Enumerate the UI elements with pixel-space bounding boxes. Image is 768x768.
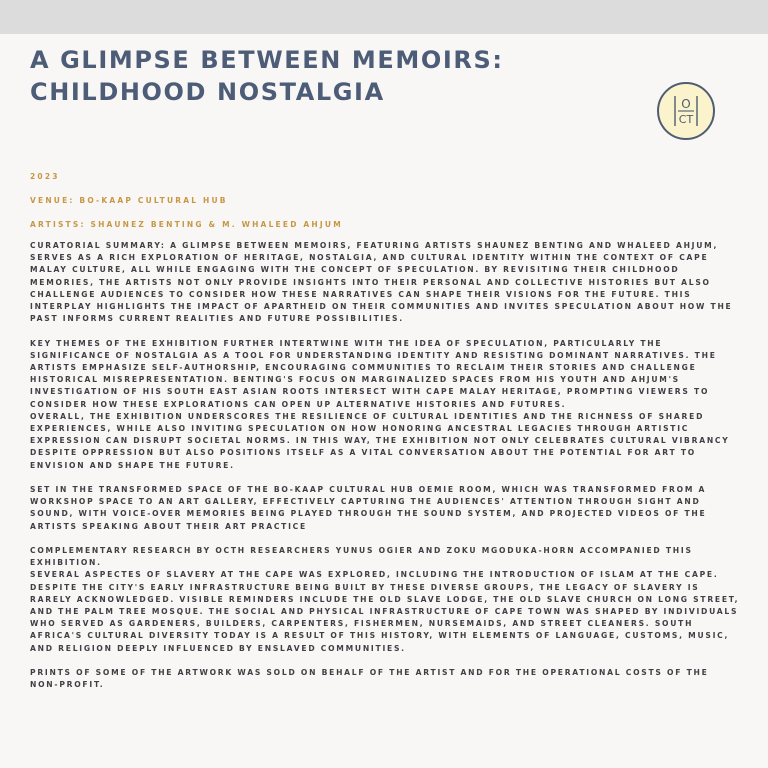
curatorial-summary: CURATORIAL SUMMARY: A GLIMPSE BETWEEN MEMOIRS, FEATURING ARTISTS SHAUNEZ BENTING AND WHALEED AHJUM, SERVES AS A RICH EXPLORATION OF HERITAGE, NOSTALGIA, AND CULTURAL IDENTITY WITHIN THE CONTEXT OF CAPE MALAY CULTURE, ALL WHILE ENGAGING WITH THE CONCEPT OF SPECULATION. BY REVISITING THEIR CHILDHOOD MEMORIES, THE ARTISTS NOT ONLY PROVIDE INSIGHTS INTO THEIR PERSONAL AND COLLECTIVE HISTORIES BUT ALSO CHALLENGE AUDIENCES TO CONSIDER HOW THESE NARRATIVES CAN SHAPE THEIR VISIONS FOR THE FUTURE. THIS INTERPLAY HIGHLIGHTS THE IMPACT OF APARTHEID ON THEIR COMMUNITIES AND INVITES SPECULATION ABOUT HOW THE PAST INFORMS CURRENT REALITIES AND FUTURE POSSIBILITIES.: [30, 241, 733, 324]
overall-paragraph: OVERALL, THE EXHIBITION UNDERSCORES THE RESILIENCE OF CULTURAL IDENTITIES AND THE RICHNESS OF SHARED EXPERIENCES, WHILE ALSO INVITING SPECULATION ON HOW HONORING ANCESTRAL LEGACIES THROUGH ARTISTIC EXPRESSION CAN DISRUPT SOCIETAL NORMS. IN THIS WAY, THE EXHIBITION NOT ONLY CELEBRATES CULTURAL VIBRANCY DESPITE OPPRESSION BUT ALSO POSITIONS ITSELF AS A VITAL CONVERSATION ABOUT THE POTENTIAL FOR ART TO ENVISION AND SHAPE THE FUTURE.: [30, 411, 730, 470]
logo-letters-bottom: CT: [678, 113, 694, 126]
logo-letters-top: O: [681, 97, 691, 111]
slavery-paragraph: SEVERAL ASPECTES OF SLAVERY AT THE CAPE WAS EXPLORED, INCLUDING THE INTRODUCTION OF ISLAM AT THE CAPE. DESPITE THE CITY'S EARLY INFRASTRUCTURE BEING BUILT BY THESE DIVERSE GROUPS, THE LEGACY OF SLAVERY IS RARELY ACKNOWLEDGED. VISIBLE REMINDERS INCLUDE THE OLD SLAVE LODGE, THE OLD SLAVE CHURCH ON LONG STREET, AND THE PALM TREE MOSQUE. THE SOCIAL AND PHYSICAL INFRASTRUCTURE OF CAPE TOWN WAS SHAPED BY INDIVIDUALS WHO SERVED AS GARDENERS, BUILDERS, CARPENTERS, FISHERMEN, NURSEMAIDS, AND STREET CLEANERS. SOUTH AFRICA'S CULTURAL DIVERSITY TODAY IS A RESULT OF THIS HISTORY, WITH ELEMENTS OF LANGUAGE, CUSTOMS, MUSIC, AND RELIGION DEEPLY INFLUENCED BY ENSLAVED COMMUNITIES.: [30, 570, 740, 653]
body-text: [30, 240, 740, 704]
key-themes: KEY THEMES OF THE EXHIBITION FURTHER INTERTWINE WITH THE IDEA OF SPECULATION, PARTICULARLY THE SIGNIFICANCE OF NOSTALGIA AS A TOOL FOR UNDERSTANDING IDENTITY AND RESISTING DOMINANT NARRATIVES. THE ARTISTS EMPHASIZE SELF-AUTHORSHIP, ENCOURAGING COMMUNITIES TO RECLAIM THEIR STORIES AND CHALLENGE HISTORICAL MISREPRESENTATION. BENTING'S FOCUS ON MARGINALIZED SPACES FROM HIS YOUTH AND AHJUM'S INVESTIGATION OF HIS SOUTH EAST ASIAN ROOTS INTERSECT WITH CAPE MALAY HERITAGE, PROMPTING VIEWERS TO CONSIDER HOW THESE EXPLORATIONS CAN OPEN UP ALTERNATIVE HISTORIES AND FUTURES.: [30, 338, 717, 409]
octh-logo: [657, 82, 715, 140]
setting-paragraph: SET IN THE TRANSFORMED SPACE OF THE BO-KAAP CULTURAL HUB OEMIE ROOM, WHICH WAS TRANSFORMED FROM A WORKSHOP SPACE TO AN ART GALLERY, EFFECTIVELY CAPTURING THE AUDIENCES' ATTENTION THROUGH SIGHT AND SOUND, WITH VOICE-OVER MEMORIES BEING PLAYED THROUGH THE SOUND SYSTEM, AND PROJECTED VIDEOS OF THE ARTISTS SPEAKING ABOUT THEIR ART PRACTICE: [30, 485, 707, 531]
page-title: [30, 44, 590, 108]
prints-paragraph: PRINTS OF SOME OF THE ARTWORK WAS SOLD ON BEHALF OF THE ARTIST AND FOR THE OPERATIONAL COSTS OF THE NON-PROFIT.: [30, 668, 709, 690]
exhibition-artists: ARTISTS: SHAUNEZ BENTING & M. WHALEED AHJUM: [30, 220, 343, 229]
research-paragraph: COMPLEMENTARY RESEARCH BY OCTH RESEARCHERS YUNUS OGIER AND ZOKU MGODUKA-HORN ACCOMPANIED THIS EXHIBITION.: [30, 546, 693, 568]
octh-logo-icon: [659, 84, 713, 138]
exhibition-year: 2023: [30, 172, 60, 181]
top-bar: [0, 0, 768, 34]
page-title-line-2: CHILDHOOD NOSTALGIA: [30, 78, 385, 106]
exhibition-venue: VENUE: BO-KAAP CULTURAL HUB: [30, 196, 228, 205]
page-title-line-1: A GLIMPSE BETWEEN MEMOIRS:: [30, 46, 504, 74]
